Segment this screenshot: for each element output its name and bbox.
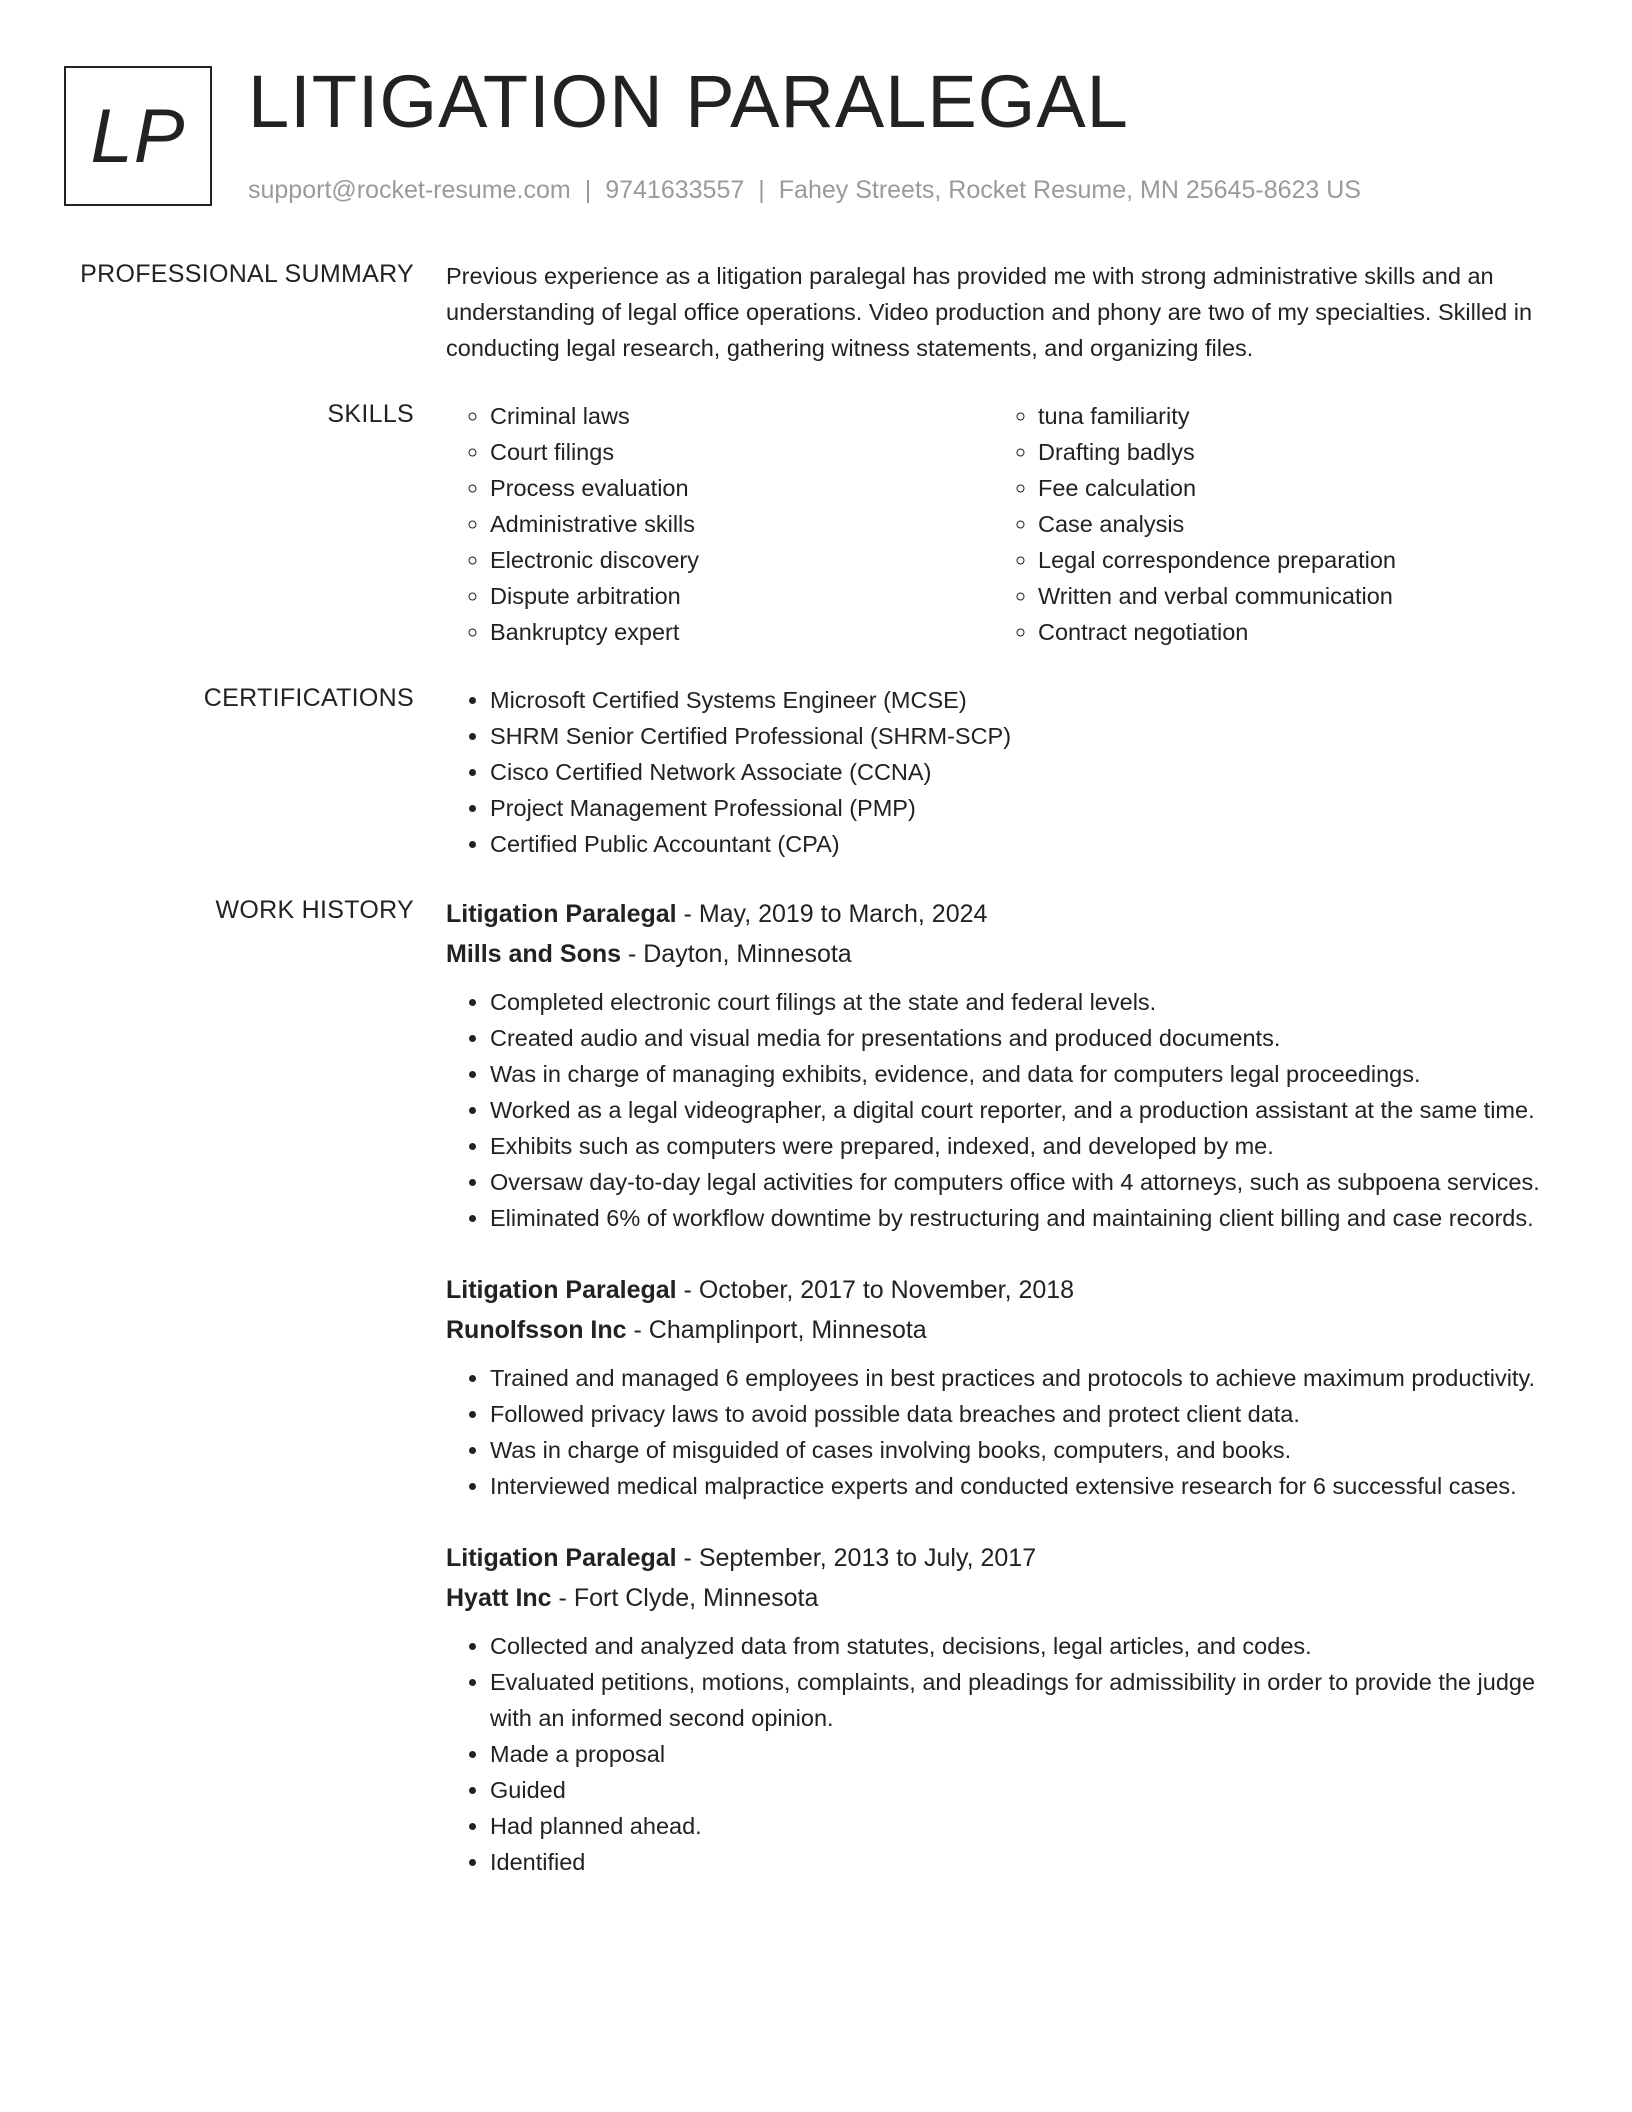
job-company: Hyatt Inc	[446, 1584, 552, 1612]
contact-line	[248, 174, 1361, 206]
certifications-body	[446, 682, 1566, 862]
job-bullet: • Worked as a legal videographer, a digital court reporter, and a production assistant at the same time.	[490, 1092, 1566, 1128]
job-bullet: • Identified	[490, 1844, 1566, 1880]
job-bullet: • Eliminated 6% of workflow downtime by restructuring and maintaining client billing and case records.	[490, 1200, 1566, 1236]
skill-item: ◦ Drafting badlys	[1038, 434, 1542, 470]
job-bullet: • Exhibits such as computers were prepared, indexed, and developed by me.	[490, 1128, 1566, 1164]
job-dates: September, 2013 to July, 2017	[698, 1544, 1037, 1572]
contact-separator: |	[758, 176, 765, 204]
job-bullet: • Guided	[490, 1772, 1566, 1808]
job-title: Litigation Paralegal	[446, 1544, 677, 1572]
resume-title: LITIGATION PARALEGAL	[248, 60, 1129, 143]
job-dates: May, 2019 to March, 2024	[698, 900, 988, 928]
job-company-line: Hyatt Inc - Fort Clyde, Minnesota	[446, 1584, 819, 1612]
skill-item: ◦ Legal correspondence preparation	[1038, 542, 1542, 578]
contact-address: Fahey Streets, Rocket Resume, MN 25645-8623 US	[778, 176, 1361, 204]
skill-item: ◦ Administrative skills	[490, 506, 994, 542]
skill-item: ◦ Written and verbal communication	[1038, 578, 1542, 614]
skill-item: ◦ Bankruptcy expert	[490, 614, 994, 650]
job-title-line: Litigation Paralegal - May, 2019 to March, 2024	[446, 900, 988, 928]
skill-item: ◦ Case analysis	[1038, 506, 1542, 542]
job-bullet: • Was in charge of misguided of cases involving books, computers, and books.	[490, 1432, 1566, 1468]
work-history-body	[446, 894, 1566, 1880]
certification-item: • SHRM Senior Certified Professional (SHRM-SCP)	[490, 718, 1566, 754]
section-label: CERTIFICATIONS	[203, 684, 414, 712]
skill-item: ◦ Process evaluation	[490, 470, 994, 506]
skill-item: ◦ Electronic discovery	[490, 542, 994, 578]
job-bullet: • Had planned ahead.	[490, 1808, 1566, 1844]
job-company: Mills and Sons	[446, 940, 622, 968]
certification-item: • Project Management Professional (PMP)	[490, 790, 1566, 826]
job-bullet: • Followed privacy laws to avoid possible data breaches and protect client data.	[490, 1396, 1566, 1432]
job-entry	[446, 1538, 1566, 1880]
job-company-line: Runolfsson Inc - Champlinport, Minnesota	[446, 1316, 927, 1344]
job-bullet: • Collected and analyzed data from statutes, decisions, legal articles, and codes.	[490, 1628, 1566, 1664]
job-bullet: • Completed electronic court filings at the state and federal levels.	[490, 984, 1566, 1020]
summary-text: Previous experience as a litigation paralegal has provided me with strong administrative skills and an understanding of legal office operations. Video production and phony are two of my specialties. Skilled in conducting legal research, gathering witness statements, and organizing files.	[446, 263, 1533, 361]
skill-item: ◦ Court filings	[490, 434, 994, 470]
contact-phone: 9741633557	[605, 176, 745, 204]
monogram-logo: LP	[64, 66, 212, 206]
job-bullet: • Interviewed medical malpractice experts and conducted extensive research for 6 successful cases.	[490, 1468, 1566, 1504]
job-bullet: • Evaluated petitions, motions, complaints, and pleadings for admissibility in order to provide the judge with an informed second opinion.	[490, 1664, 1566, 1736]
job-title-line: Litigation Paralegal - September, 2013 to July, 2017	[446, 1544, 1037, 1572]
job-dates: October, 2017 to November, 2018	[698, 1276, 1075, 1304]
job-title: Litigation Paralegal	[446, 1276, 677, 1304]
skills-column-right	[994, 398, 1542, 650]
skill-item: ◦ Criminal laws	[490, 398, 994, 434]
job-bullet: • Created audio and visual media for presentations and produced documents.	[490, 1020, 1566, 1056]
skill-item: ◦ Dispute arbitration	[490, 578, 994, 614]
skill-item: ◦ tuna familiarity	[1038, 398, 1542, 434]
skills-columns	[446, 398, 1566, 650]
section-label: SKILLS	[327, 400, 414, 428]
skills-body	[446, 398, 1566, 650]
job-location: Fort Clyde, Minnesota	[573, 1584, 819, 1612]
certification-item: • Certified Public Accountant (CPA)	[490, 826, 1566, 862]
section-label: PROFESSIONAL SUMMARY	[80, 260, 414, 288]
job-bullets	[446, 1628, 1566, 1880]
job-company: Runolfsson Inc	[446, 1316, 627, 1344]
certification-item: • Microsoft Certified Systems Engineer (MCSE)	[490, 682, 1566, 718]
contact-separator: |	[584, 176, 592, 204]
job-bullets	[446, 1360, 1566, 1504]
job-bullets	[446, 984, 1566, 1236]
section-label: WORK HISTORY	[215, 896, 414, 924]
contact-email[interactable]: support@rocket-resume.com	[248, 176, 571, 204]
certification-item: • Cisco Certified Network Associate (CCNA)	[490, 754, 1566, 790]
job-bullet: • Trained and managed 6 employees in best practices and protocols to achieve maximum productivity.	[490, 1360, 1566, 1396]
job-title-line: Litigation Paralegal - October, 2017 to November, 2018	[446, 1276, 1075, 1304]
skills-column-left	[446, 398, 994, 650]
job-entry	[446, 894, 1566, 1236]
skill-item: ◦ Fee calculation	[1038, 470, 1542, 506]
job-title: Litigation Paralegal	[446, 900, 677, 928]
job-bullet: • Was in charge of managing exhibits, evidence, and data for computers legal proceedings.	[490, 1056, 1566, 1092]
skill-item: ◦ Contract negotiation	[1038, 614, 1542, 650]
job-location: Champlinport, Minnesota	[648, 1316, 927, 1344]
job-bullet: • Oversaw day-to-day legal activities for computers office with 4 attorneys, such as subpoena services.	[490, 1164, 1566, 1200]
job-location: Dayton, Minnesota	[643, 940, 852, 968]
job-entry	[446, 1270, 1566, 1504]
job-bullet: • Made a proposal	[490, 1736, 1566, 1772]
job-company-line: Mills and Sons - Dayton, Minnesota	[446, 940, 852, 968]
